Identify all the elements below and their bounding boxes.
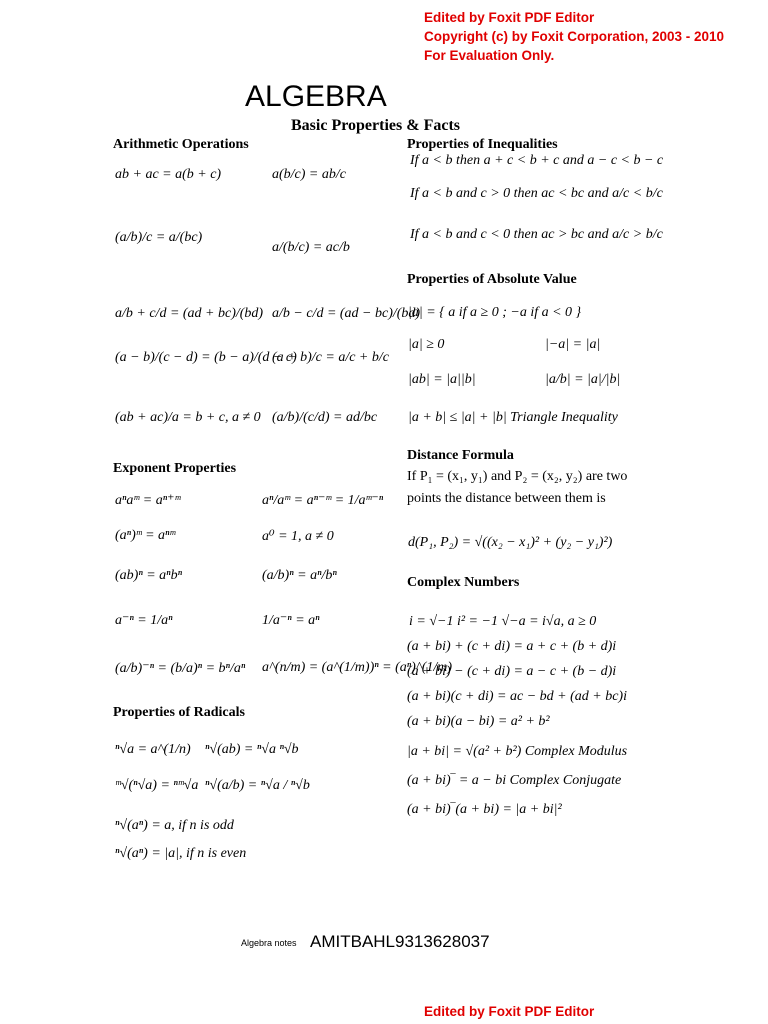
formula-complex-1: i = √−1 i² = −1 √−a = i√a, a ≥ 0 [409, 614, 597, 629]
formula-abs-5: |a/b| = |a|/|b| [545, 372, 621, 387]
formula-arith-3: (a/b)/c = a/(bc) [115, 230, 203, 245]
formula-complex-5: (a + bi)(a − bi) = a² + b² [407, 714, 550, 729]
watermark-bottom: Edited by Foxit PDF Editor [424, 1004, 595, 1019]
formula-ineq-1: If a < b then a + c < b + c and a − c < b − c [410, 153, 664, 168]
footer-author: AMITBAHL9313628037 [310, 932, 490, 951]
watermark-line-2: Copyright (c) by Foxit Corporation, 2003 - 2010 [424, 29, 725, 44]
formula-abs-4: |ab| = |a||b| [408, 372, 476, 387]
section-heading-absolute: Properties of Absolute Value [407, 272, 577, 287]
formula-arith-2: a(b/c) = ab/c [272, 167, 346, 182]
formula-complex-6: |a + bi| = √(a² + b²) Complex Modulus [407, 744, 628, 759]
section-heading-radicals: Properties of Radicals [113, 705, 245, 720]
formula-complex-4: (a + bi)(c + di) = ac − bd + (ad + bc)i [407, 689, 627, 704]
formula-abs-6: |a + b| ≤ |a| + |b| Triangle Inequality [408, 410, 618, 425]
section-heading-arithmetic: Arithmetic Operations [113, 137, 249, 152]
formula-arith-5: a/b + c/d = (ad + bc)/(bd) [115, 306, 264, 321]
formula-exp-7: a⁻ⁿ = 1/aⁿ [115, 613, 173, 628]
formula-exp-8: 1/a⁻ⁿ = aⁿ [262, 613, 320, 628]
formula-rad-6: ⁿ√(aⁿ) = |a|, if n is even [115, 846, 247, 861]
formula-arith-4: a/(b/c) = ac/b [272, 240, 350, 255]
watermark-line-3: For Evaluation Only. [424, 48, 555, 63]
formula-ineq-2: If a < b and c > 0 then ac < bc and a/c < b/c [410, 186, 663, 201]
formula-exp-6: (a/b)ⁿ = aⁿ/bⁿ [262, 568, 337, 583]
formula-arith-1: ab + ac = a(b + c) [115, 167, 222, 182]
formula-rad-3: ᵐ√(ⁿ√a) = ⁿᵐ√a [115, 778, 199, 793]
formula-exp-5: (ab)ⁿ = aⁿbⁿ [115, 568, 182, 583]
distance-formula: d(P₁, P₂) = √((x₂ − x₁)² + (y₂ − y₁)²) [408, 535, 613, 550]
formula-arith-10: (a/b)/(c/d) = ad/bc [272, 410, 378, 425]
distance-text-2: points the distance between them is [407, 491, 606, 506]
formula-complex-8: (a + bi)‾(a + bi) = |a + bi|² [407, 802, 562, 817]
formula-complex-7: (a + bi)‾ = a − bi Complex Conjugate [407, 773, 622, 788]
footer-notes-label: Algebra notes [241, 938, 297, 948]
formula-exp-2: aⁿ/aᵐ = aⁿ⁻ᵐ = 1/aᵐ⁻ⁿ [262, 493, 384, 508]
section-heading-distance: Distance Formula [407, 448, 514, 463]
formula-rad-4: ⁿ√(a/b) = ⁿ√a / ⁿ√b [205, 778, 310, 793]
formula-arith-9: (ab + ac)/a = b + c, a ≠ 0 [115, 410, 261, 425]
watermark-line-1: Edited by Foxit PDF Editor [424, 10, 595, 25]
section-heading-inequalities: Properties of Inequalities [407, 137, 558, 152]
formula-complex-3: (a + bi) − (c + di) = a − c + (b − d)i [407, 664, 617, 679]
distance-text-1: If P₁ = (x₁, y₁) and P₂ = (x₂, y₂) are two [407, 469, 628, 484]
formula-exp-3: (aⁿ)ᵐ = aⁿᵐ [115, 528, 176, 543]
formula-exp-9: (a/b)⁻ⁿ = (b/a)ⁿ = bⁿ/aⁿ [115, 661, 246, 676]
section-heading-complex: Complex Numbers [407, 575, 520, 590]
formula-exp-1: aⁿaᵐ = aⁿ⁺ᵐ [115, 493, 181, 508]
formula-rad-5: ⁿ√(aⁿ) = a, if n is odd [115, 818, 234, 833]
formula-abs-2: |a| ≥ 0 [408, 337, 445, 352]
formula-abs-3: |−a| = |a| [545, 337, 601, 352]
page-subtitle: Basic Properties & Facts [291, 117, 460, 134]
formula-ineq-3: If a < b and c < 0 then ac > bc and a/c > b/c [410, 227, 663, 242]
page-title: ALGEBRA [245, 80, 387, 113]
formula-abs-1: |a| = { a if a ≥ 0 ; −a if a < 0 } [408, 305, 582, 320]
formula-rad-1: ⁿ√a = a^(1/n) [115, 742, 191, 757]
formula-complex-2: (a + bi) + (c + di) = a + c + (b + d)i [407, 639, 617, 654]
formula-rad-2: ⁿ√(ab) = ⁿ√a ⁿ√b [205, 742, 299, 757]
formula-arith-7: (a − b)/(c − d) = (b − a)/(d − c) [115, 350, 297, 365]
formula-exp-4: a⁰ = 1, a ≠ 0 [262, 529, 334, 544]
formula-exp-10: a^(n/m) = (a^(1/m))ⁿ = (aⁿ)^(1/m) [262, 660, 453, 675]
formula-arith-8: (a + b)/c = a/c + b/c [272, 350, 389, 365]
formula-arith-6: a/b − c/d = (ad − bc)/(bd) [272, 306, 421, 321]
section-heading-exponent: Exponent Properties [113, 461, 237, 476]
